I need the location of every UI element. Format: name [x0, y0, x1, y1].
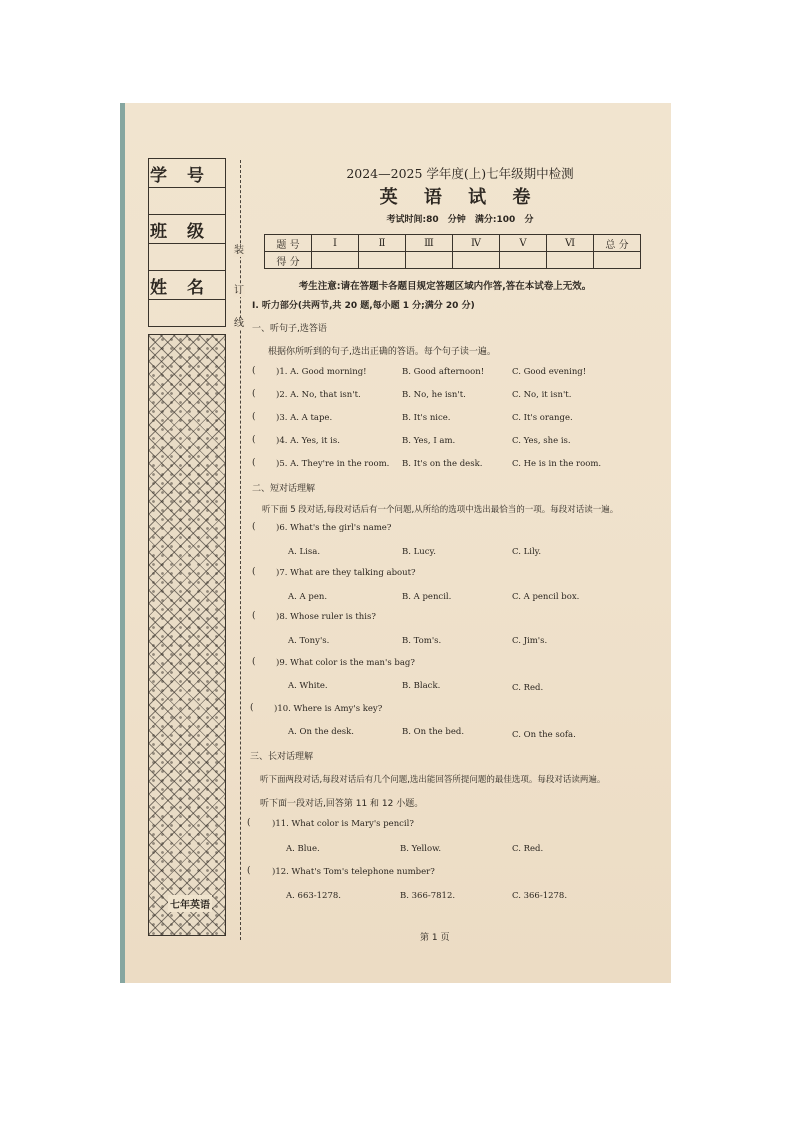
- option-b: B. Tom's.: [402, 636, 442, 646]
- option-c: C. Jim's.: [512, 636, 548, 646]
- score-header-cell: Ⅱ: [359, 235, 406, 252]
- question-10: )10. Where is Amy's key?: [274, 704, 383, 714]
- answer-paren[interactable]: (: [247, 866, 251, 876]
- decorative-pattern: [148, 334, 226, 936]
- answer-paren[interactable]: (: [252, 657, 256, 667]
- option-c: C. 366-1278.: [512, 891, 568, 901]
- subject-label: 七年英语: [168, 895, 212, 912]
- sec3-instruction: 听下面两段对话,每段对话后有几个问题,选出能回答所提问题的最佳选项。每段对话读两遍。: [260, 775, 606, 785]
- question-1: )1. A. Good morning!: [276, 367, 367, 377]
- score-cell[interactable]: [359, 252, 406, 269]
- option-b: B. Lucy.: [402, 547, 436, 557]
- page-number: 第 1 页: [420, 933, 450, 943]
- option-b: B. It's nice.: [402, 413, 451, 423]
- answer-paren[interactable]: (: [252, 458, 256, 468]
- score-row-label: 得 分: [265, 252, 312, 269]
- option-b: B. A pencil.: [402, 592, 452, 602]
- answer-paren[interactable]: (: [247, 818, 251, 828]
- score-header-cell: Ⅲ: [406, 235, 453, 252]
- option-c: C. Red.: [512, 683, 544, 693]
- answer-paren[interactable]: (: [252, 412, 256, 422]
- option-b: B. Black.: [402, 681, 441, 691]
- sec1-instruction: 根据你所听到的句子,选出正确的答语。每个句子读一遍。: [268, 347, 496, 357]
- question-11: )11. What color is Mary's pencil?: [272, 819, 414, 829]
- option-a: A. A pen.: [288, 592, 328, 602]
- answer-paren[interactable]: (: [252, 567, 256, 577]
- binding-char-zhuang: 装: [234, 245, 244, 256]
- paper-edge: [120, 103, 125, 983]
- option-b: B. It's on the desk.: [402, 459, 483, 469]
- score-header-cell: 总 分: [594, 235, 641, 252]
- sec1-heading: 一、听句子,选答语: [252, 324, 327, 334]
- question-8: )8. Whose ruler is this?: [276, 612, 376, 622]
- question-6: )6. What's the girl's name?: [276, 523, 392, 533]
- question-2: )2. A. No, that isn't.: [276, 390, 361, 400]
- question-4: )4. A. Yes, it is.: [276, 436, 340, 446]
- score-table: [264, 234, 641, 269]
- binding-char-xian: 线: [234, 318, 244, 329]
- name-label: 姓名: [149, 271, 226, 300]
- option-a: A. On the desk.: [288, 727, 354, 737]
- option-a: A. Lisa.: [288, 547, 321, 557]
- binding-line: [240, 160, 241, 940]
- score-cell[interactable]: [406, 252, 453, 269]
- option-b: B. 366-7812.: [400, 891, 456, 901]
- option-a: A. White.: [288, 681, 328, 691]
- answer-paren[interactable]: (: [252, 366, 256, 376]
- score-header-cell: Ⅵ: [547, 235, 594, 252]
- score-cell[interactable]: [500, 252, 547, 269]
- part1-heading: Ⅰ. 听力部分(共两节,共 20 题,每小题 1 分;满分 20 分): [252, 301, 475, 311]
- exam-info: 考试时间:80 分钟 满分:100 分: [386, 215, 534, 225]
- option-c: C. Lily.: [512, 547, 542, 557]
- option-b: B. Good afternoon!: [402, 367, 485, 377]
- option-a: A. Blue.: [286, 844, 320, 854]
- score-cell[interactable]: [453, 252, 500, 269]
- answer-paren[interactable]: (: [252, 611, 256, 621]
- exam-title: 2024—2025 学年度(上)七年级期中检测: [346, 166, 574, 181]
- option-c: C. Yes, she is.: [512, 436, 571, 446]
- score-header-cell: Ⅰ: [312, 235, 359, 252]
- score-cell[interactable]: [594, 252, 641, 269]
- option-c: C. On the sofa.: [512, 730, 576, 740]
- answer-paren[interactable]: (: [252, 435, 256, 445]
- answer-paren[interactable]: (: [252, 522, 256, 532]
- sec3-heading: 三、长对话理解: [250, 752, 314, 762]
- sec3-subinstruction: 听下面一段对话,回答第 11 和 12 小题。: [260, 799, 424, 809]
- binding-char-ding: 订: [234, 285, 244, 296]
- score-cell[interactable]: [312, 252, 359, 269]
- question-3: )3. A. A tape.: [276, 413, 333, 423]
- option-c: C. A pencil box.: [512, 592, 580, 602]
- option-c: C. It's orange.: [512, 413, 573, 423]
- exam-notice: 考生注意:请在答题卡各题目规定答题区域内作答,答在本试卷上无效。: [298, 281, 592, 292]
- option-c: C. He is in the room.: [512, 459, 602, 469]
- option-b: B. No, he isn't.: [402, 390, 466, 400]
- option-a: A. 663-1278.: [286, 891, 341, 901]
- question-7: )7. What are they talking about?: [276, 568, 416, 578]
- student-id-box[interactable]: [149, 188, 226, 215]
- score-header-cell: Ⅳ: [453, 235, 500, 252]
- score-header-cell: Ⅴ: [500, 235, 547, 252]
- exam-subtitle: 英 语 试 卷: [379, 187, 541, 208]
- name-box[interactable]: [149, 300, 226, 327]
- question-5: )5. A. They're in the room.: [276, 459, 390, 469]
- score-header-cell: 题 号: [265, 235, 312, 252]
- option-c: C. No, it isn't.: [512, 390, 572, 400]
- student-id-label: 学号: [149, 159, 226, 188]
- option-b: B. On the bed.: [402, 727, 465, 737]
- student-info-table: [148, 158, 226, 327]
- answer-paren[interactable]: (: [250, 703, 254, 713]
- class-label: 班级: [149, 215, 226, 244]
- answer-paren[interactable]: (: [252, 389, 256, 399]
- option-c: C. Good evening!: [512, 367, 587, 377]
- question-12: )12. What's Tom's telephone number?: [272, 867, 435, 877]
- option-c: C. Red.: [512, 844, 544, 854]
- option-a: A. Tony's.: [288, 636, 330, 646]
- option-b: B. Yes, I am.: [402, 436, 456, 446]
- sec2-heading: 二、短对话理解: [252, 484, 316, 494]
- option-b: B. Yellow.: [400, 844, 442, 854]
- class-box[interactable]: [149, 244, 226, 271]
- question-9: )9. What color is the man's bag?: [276, 658, 415, 668]
- sec2-instruction: 听下面 5 段对话,每段对话后有一个问题,从所给的选项中选出最恰当的一项。每段对话读一遍。: [262, 505, 619, 515]
- score-cell[interactable]: [547, 252, 594, 269]
